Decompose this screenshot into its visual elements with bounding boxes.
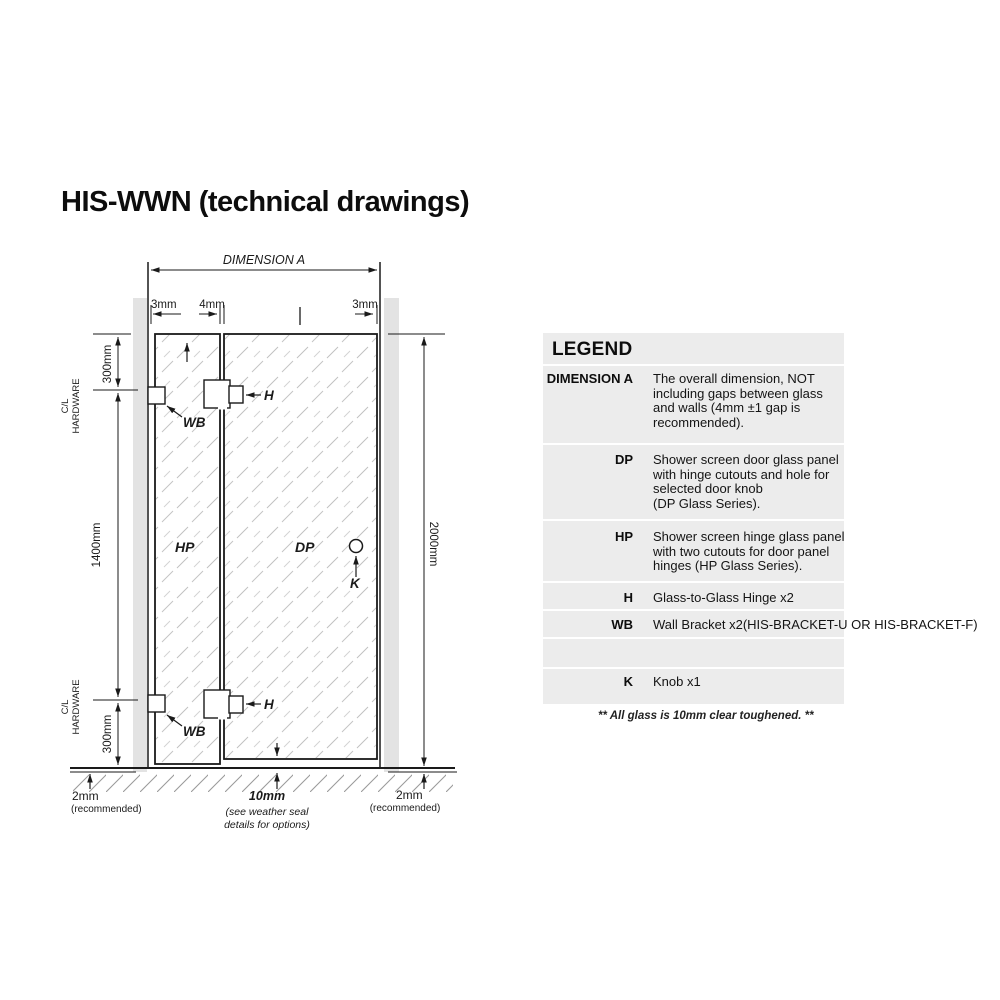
wall-bracket-top xyxy=(148,387,165,404)
h-bottom-label: H xyxy=(264,697,274,712)
gap-middle-label: 4mm xyxy=(199,299,225,311)
cl-hardware-bottom-label xyxy=(60,679,82,734)
legend-desc: Shower screen hinge glass panel with two cutouts for door panel hinges (HP Glass Series). xyxy=(653,529,845,573)
legend-row-k xyxy=(543,669,844,704)
legend-term: DP xyxy=(614,452,633,467)
legend-desc: The overall dimension, NOT including gaps between glass and walls (4mm ±1 gap is recommended). xyxy=(653,371,823,430)
hinge-bottom-clamp xyxy=(229,696,243,713)
wall-bracket-bottom xyxy=(148,695,165,712)
legend-term xyxy=(543,639,633,667)
hp-panel-label: HP xyxy=(175,539,195,555)
legend-header: LEGEND xyxy=(543,333,844,366)
legend-row-hp xyxy=(543,521,844,583)
wall-right-fill xyxy=(384,298,399,772)
cl-hardware-top-label xyxy=(60,378,82,433)
legend-desc: Glass-to-Glass Hinge x2 xyxy=(653,590,794,605)
legend-row-dp xyxy=(543,445,844,521)
legend-panel xyxy=(543,333,978,704)
floor-gap-left-value: 2mm xyxy=(72,789,99,803)
legend-row-dimension-a xyxy=(543,366,844,445)
seal-gap-note-2: details for options) xyxy=(224,819,310,831)
hinge-bottom-notch xyxy=(218,703,227,720)
page-title: HIS-WWN (technical drawings) xyxy=(61,186,470,218)
gap-right-label: 3mm xyxy=(352,299,378,311)
dim-300-top-label: 300mm xyxy=(102,344,114,384)
svg-text:HARDWARE: HARDWARE xyxy=(71,378,82,434)
dim-300-bottom-label: 300mm xyxy=(102,714,114,754)
legend-term: HP xyxy=(614,529,633,544)
dp-panel-label: DP xyxy=(295,539,315,555)
svg-text:C/L: C/L xyxy=(60,699,71,715)
h-top-label: H xyxy=(264,388,274,403)
legend-term: H xyxy=(623,590,633,605)
svg-text:HARDWARE: HARDWARE xyxy=(71,679,82,735)
svg-text:C/L: C/L xyxy=(60,398,71,414)
dim-2000-label: 2000mm xyxy=(427,521,439,567)
wall-left-fill xyxy=(133,298,147,772)
wb-bottom-label: WB xyxy=(183,724,206,739)
knob-circle xyxy=(350,540,363,553)
dim-1400-label: 1400mm xyxy=(91,522,103,568)
knob-label: K xyxy=(350,576,360,591)
floor-gap-left-note: (recommended) xyxy=(71,804,142,815)
technical-drawing xyxy=(55,240,475,845)
hinge-top-clamp xyxy=(229,386,243,403)
hinge-top-notch xyxy=(218,393,227,410)
legend-term: DIMENSION A xyxy=(546,371,633,386)
seal-gap-value: 10mm xyxy=(248,789,286,803)
legend-row-empty xyxy=(543,639,844,669)
legend-term: K xyxy=(623,674,633,689)
floor-gap-right-note: (recommended) xyxy=(369,803,441,814)
legend-row-h xyxy=(543,583,844,611)
dimension-a-label: DIMENSION A xyxy=(222,253,306,267)
legend-term: WB xyxy=(611,617,633,632)
floor-gap-right-value: 2mm xyxy=(396,788,423,802)
legend-desc: Wall Bracket x2(HIS-BRACKET-U OR HIS-BRACKET-F) xyxy=(653,617,978,632)
wb-top-label: WB xyxy=(183,415,206,430)
legend-desc: Knob x1 xyxy=(653,674,701,689)
gap-left-label: 3mm xyxy=(151,299,177,311)
legend-desc: Shower screen door glass panel with hinge cutouts and hole for selected door knob (DP Glass Series). xyxy=(653,452,839,511)
legend-footnote: ** All glass is 10mm clear toughened. ** xyxy=(598,710,814,722)
legend-row-wb xyxy=(543,611,978,639)
seal-gap-note-1: (see weather seal xyxy=(225,806,309,818)
